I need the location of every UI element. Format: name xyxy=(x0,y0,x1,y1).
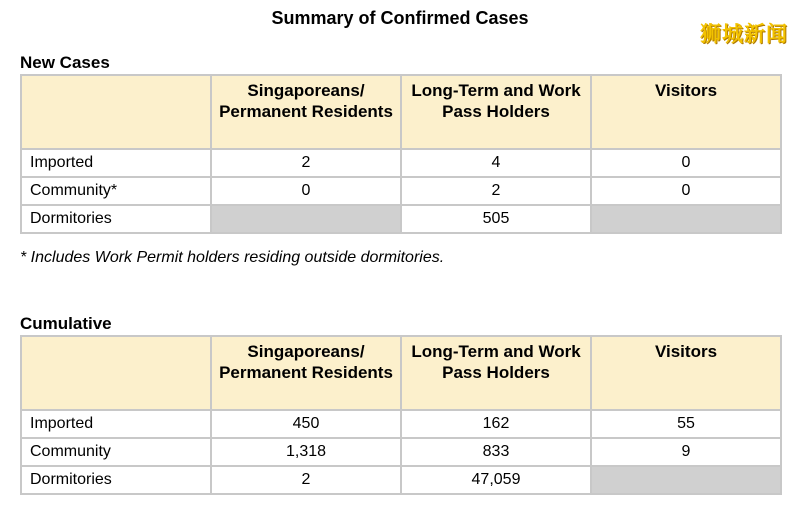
table-cell: 47,059 xyxy=(401,466,591,494)
new-cases-heading: New Cases xyxy=(20,53,110,72)
header-citizens: Singaporeans/ Permanent Residents xyxy=(211,75,401,149)
table-row xyxy=(21,149,781,177)
watermark-logo: 狮城新闻 xyxy=(700,22,788,46)
footnote: * Includes Work Permit holders residing outside dormitories. xyxy=(20,249,445,266)
header-visitors: Visitors xyxy=(591,336,781,410)
table-row xyxy=(21,205,781,233)
row-label: Community* xyxy=(21,177,211,205)
table-cell: 0 xyxy=(591,149,781,177)
empty-cell xyxy=(211,205,401,233)
header-visitors: Visitors xyxy=(591,75,781,149)
table-cell: 4 xyxy=(401,149,591,177)
table-header-row xyxy=(21,75,781,149)
table-row xyxy=(21,466,781,494)
table-row xyxy=(21,177,781,205)
table-cell: 9 xyxy=(591,438,781,466)
table-cell: 2 xyxy=(211,149,401,177)
page-title: Summary of Confirmed Cases xyxy=(271,8,529,28)
row-label: Dormitories xyxy=(21,466,211,494)
empty-cell xyxy=(591,466,781,494)
table-cell: 450 xyxy=(211,410,401,438)
table-cell: 2 xyxy=(401,177,591,205)
cumulative-table xyxy=(20,335,782,495)
table-cell: 505 xyxy=(401,205,591,233)
table-cell: 0 xyxy=(591,177,781,205)
table-cell: 1,318 xyxy=(211,438,401,466)
row-label: Community xyxy=(21,438,211,466)
row-label: Imported xyxy=(21,149,211,177)
header-pass-holders: Long-Term and Work Pass Holders xyxy=(401,336,591,410)
table-row xyxy=(21,410,781,438)
table-cell: 162 xyxy=(401,410,591,438)
header-corner-cell xyxy=(21,75,211,149)
empty-cell xyxy=(591,205,781,233)
cumulative-heading: Cumulative xyxy=(20,314,112,333)
header-pass-holders: Long-Term and Work Pass Holders xyxy=(401,75,591,149)
new-cases-table xyxy=(20,74,782,234)
row-label: Imported xyxy=(21,410,211,438)
table-cell: 0 xyxy=(211,177,401,205)
header-citizens: Singaporeans/ Permanent Residents xyxy=(211,336,401,410)
row-label: Dormitories xyxy=(21,205,211,233)
table-row xyxy=(21,438,781,466)
table-cell: 2 xyxy=(211,466,401,494)
table-header-row xyxy=(21,336,781,410)
table-cell: 833 xyxy=(401,438,591,466)
header-corner-cell xyxy=(21,336,211,410)
table-cell: 55 xyxy=(591,410,781,438)
